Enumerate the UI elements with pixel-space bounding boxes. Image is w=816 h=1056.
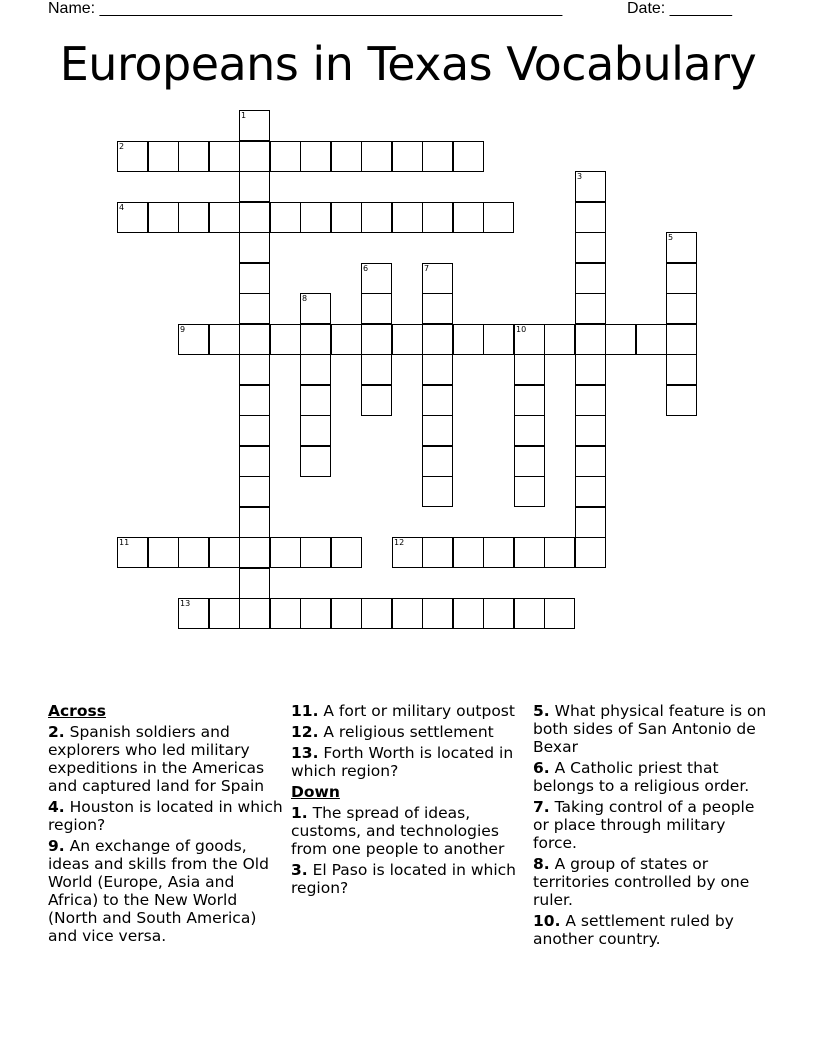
clue-number: 13. [291,744,319,762]
clue-text: A Catholic priest that belongs to a religious order. [533,759,750,795]
crossword-cell[interactable] [453,141,484,172]
crossword-cell[interactable] [239,507,270,538]
crossword-cell[interactable] [361,324,392,355]
crossword-cell[interactable] [300,598,331,629]
cell-number: 7 [424,264,430,273]
crossword-cell[interactable] [117,202,148,233]
crossword-cell[interactable] [239,385,270,416]
crossword-cell[interactable] [209,141,240,172]
clue-text: Taking control of a people or place through military force. [533,798,755,852]
page-title: Europeans in Texas Vocabulary [59,37,757,91]
clue-across-9 [48,837,286,945]
crossword-cell[interactable] [483,537,514,568]
crossword-cell[interactable] [422,415,453,446]
crossword-cell[interactable] [483,324,514,355]
clue-text: El Paso is located in which region? [291,861,516,897]
crossword-cell[interactable] [575,476,606,507]
clue-text: A settlement ruled by another country. [533,912,734,948]
crossword-cell[interactable] [422,293,453,324]
clue-number: 11. [291,702,319,720]
crossword-cell[interactable] [453,537,484,568]
clue-number: 9. [48,837,65,855]
crossword-cell[interactable] [209,324,240,355]
crossword-cell[interactable] [361,385,392,416]
clues-column-1 [48,702,286,948]
clue-down-3 [291,861,529,897]
crossword-cell[interactable] [666,263,697,294]
crossword-cell[interactable] [575,171,606,202]
crossword-cell[interactable] [239,598,270,629]
crossword-cell[interactable] [239,293,270,324]
clue-number: 8. [533,855,550,873]
crossword-cell[interactable] [300,293,331,324]
clue-text: An exchange of goods, ideas and skills from the Old World (Europe, Asia and Africa) to the New World (North and South America) and vice versa. [48,837,269,945]
crossword-cell[interactable] [361,293,392,324]
clue-text: Houston is located in which region? [48,798,283,834]
crossword-cell[interactable] [392,324,423,355]
clue-text: A group of states or territories controlled by one ruler. [533,855,750,909]
crossword-cell[interactable] [422,385,453,416]
crossword-cell[interactable] [575,415,606,446]
crossword-cell[interactable] [422,476,453,507]
clue-number: 4. [48,798,65,816]
crossword-cell[interactable] [209,202,240,233]
cell-number: 9 [180,325,186,334]
cell-number: 13 [180,599,191,608]
crossword-cell[interactable] [544,598,575,629]
crossword-cell[interactable] [239,568,270,599]
crossword-cell[interactable] [239,263,270,294]
crossword-cell[interactable] [331,537,362,568]
clue-number: 1. [291,804,308,822]
crossword-cell[interactable] [575,293,606,324]
clue-number: 12. [291,723,319,741]
crossword-cell[interactable] [514,476,545,507]
crossword-cell[interactable] [422,141,453,172]
crossword-cell[interactable] [514,324,545,355]
clue-number: 6. [533,759,550,777]
cell-number: 12 [394,538,405,547]
crossword-cell[interactable] [422,202,453,233]
crossword-cell[interactable] [148,202,179,233]
crossword-cell[interactable] [239,537,270,568]
down-heading: Down [291,783,340,801]
clue-down-5 [533,702,773,756]
crossword-cell[interactable] [514,537,545,568]
crossword-cell[interactable] [361,141,392,172]
clue-number: 5. [533,702,550,720]
crossword-cell[interactable] [575,507,606,538]
crossword-cell[interactable] [422,263,453,294]
crossword-cell[interactable] [453,324,484,355]
crossword-cell[interactable] [300,446,331,477]
crossword-cell[interactable] [605,324,636,355]
crossword-cell[interactable] [209,598,240,629]
crossword-cell[interactable] [575,263,606,294]
crossword-cell[interactable] [422,598,453,629]
crossword-cell[interactable] [575,537,606,568]
crossword-cell[interactable] [392,537,423,568]
clue-down-8 [533,855,773,909]
cell-number: 3 [577,172,583,181]
name-field-line: Name: ____________________________________________________ [48,0,563,17]
crossword-cell[interactable] [117,141,148,172]
clue-number: 10. [533,912,561,930]
cell-number: 1 [241,111,247,120]
crossword-cell[interactable] [239,415,270,446]
clue-across-13 [291,744,529,780]
crossword-cell[interactable] [178,324,209,355]
clue-across-11 [291,702,529,720]
crossword-cell[interactable] [666,232,697,263]
crossword-cell[interactable] [575,354,606,385]
crossword-cell[interactable] [514,446,545,477]
clue-across-4 [48,798,286,834]
clue-text: Forth Worth is located in which region? [291,744,514,780]
crossword-cell[interactable] [575,324,606,355]
clue-down-7 [533,798,773,852]
across-heading: Across [48,702,106,720]
crossword-cell[interactable] [514,598,545,629]
crossword-cell[interactable] [178,537,209,568]
crossword-cell[interactable] [239,476,270,507]
cell-number: 5 [668,233,674,242]
crossword-cell[interactable] [361,598,392,629]
crossword-cell[interactable] [239,324,270,355]
crossword-cell[interactable] [575,232,606,263]
crossword-cell[interactable] [453,598,484,629]
crossword-cell[interactable] [361,202,392,233]
clue-down-6 [533,759,773,795]
crossword-cell[interactable] [544,324,575,355]
clue-text: A religious settlement [323,723,494,741]
clue-text: The spread of ideas, customs, and technologies from one people to another [291,804,505,858]
crossword-cell[interactable] [270,324,301,355]
crossword-cell[interactable] [422,324,453,355]
crossword-cell[interactable] [453,202,484,233]
clue-across-2 [48,723,286,795]
crossword-cell[interactable] [178,141,209,172]
crossword-cell[interactable] [483,202,514,233]
crossword-cell[interactable] [514,385,545,416]
crossword-cell[interactable] [392,598,423,629]
crossword-cell[interactable] [666,385,697,416]
clues-column-3 [533,702,773,951]
crossword-cell[interactable] [270,141,301,172]
crossword-cell[interactable] [148,537,179,568]
cell-number: 6 [363,264,369,273]
crossword-cell[interactable] [331,324,362,355]
clue-text: Spanish soldiers and explorers who led military expeditions in the Americas and captured land for Spain [48,723,265,795]
crossword-cell[interactable] [239,141,270,172]
crossword-cell[interactable] [636,324,667,355]
date-field-line: Date: _______ [627,0,732,17]
crossword-cell[interactable] [361,263,392,294]
crossword-cell[interactable] [575,385,606,416]
crossword-cell[interactable] [300,354,331,385]
crossword-cell[interactable] [239,354,270,385]
cell-number: 8 [302,294,308,303]
crossword-cell[interactable] [270,202,301,233]
crossword-cell[interactable] [117,537,148,568]
crossword-cell[interactable] [361,354,392,385]
crossword-cell[interactable] [422,537,453,568]
clue-number: 2. [48,723,65,741]
crossword-cell[interactable] [239,202,270,233]
crossword-cell[interactable] [422,354,453,385]
cell-number: 11 [119,538,130,547]
crossword-cell[interactable] [331,202,362,233]
crossword-cell[interactable] [483,598,514,629]
crossword-cell[interactable] [300,415,331,446]
crossword-cell[interactable] [239,171,270,202]
crossword-cell[interactable] [544,537,575,568]
clue-number: 3. [291,861,308,879]
clue-down-10 [533,912,773,948]
clue-across-12 [291,723,529,741]
cell-number: 2 [119,142,125,151]
crossword-cell[interactable] [331,598,362,629]
crossword-cell[interactable] [300,385,331,416]
crossword-cell[interactable] [178,202,209,233]
crossword-cell[interactable] [239,110,270,141]
crossword-cell[interactable] [270,598,301,629]
crossword-cell[interactable] [392,202,423,233]
crossword-cell[interactable] [178,598,209,629]
crossword-cell[interactable] [575,446,606,477]
cell-number: 4 [119,203,125,212]
crossword-cell[interactable] [331,141,362,172]
crossword-cell[interactable] [270,537,301,568]
crossword-cell[interactable] [300,537,331,568]
crossword-cell[interactable] [239,446,270,477]
clue-down-1 [291,804,529,858]
clues-column-2 [291,702,529,900]
crossword-cell[interactable] [575,202,606,233]
crossword-cell[interactable] [514,415,545,446]
crossword-cell[interactable] [666,324,697,355]
crossword-cell[interactable] [300,141,331,172]
crossword-cell[interactable] [300,202,331,233]
crossword-cell[interactable] [514,354,545,385]
crossword-cell[interactable] [239,232,270,263]
cell-number: 10 [516,325,527,334]
crossword-cell[interactable] [392,141,423,172]
clue-number: 7. [533,798,550,816]
clue-text: A fort or military outpost [323,702,515,720]
crossword-cell[interactable] [666,293,697,324]
crossword-cell[interactable] [666,354,697,385]
crossword-cell[interactable] [209,537,240,568]
crossword-cell[interactable] [148,141,179,172]
crossword-cell[interactable] [300,324,331,355]
crossword-cell[interactable] [422,446,453,477]
clue-text: What physical feature is on both sides of San Antonio de Bexar [533,702,767,756]
